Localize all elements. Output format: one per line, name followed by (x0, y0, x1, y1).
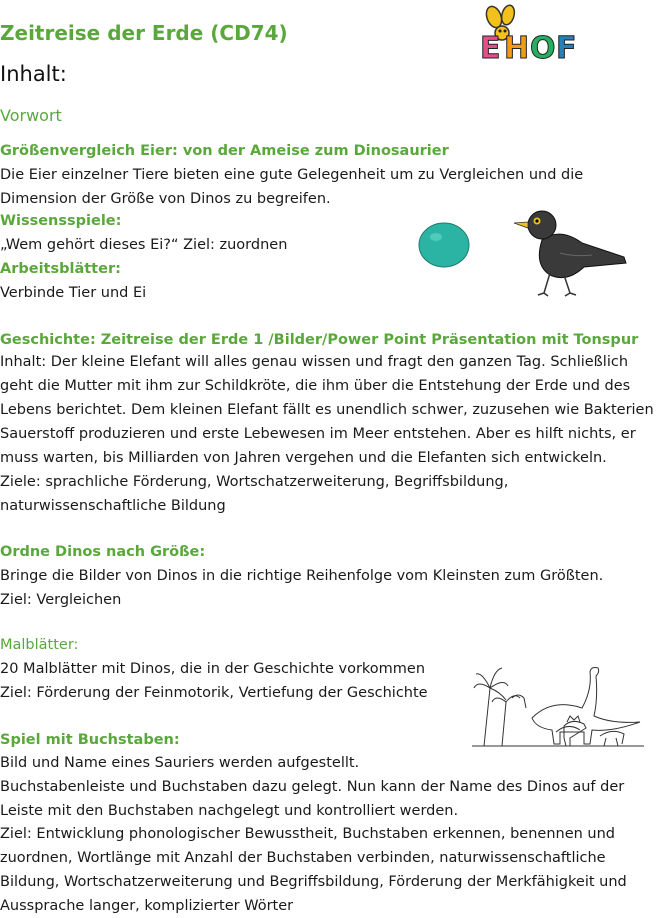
document-title: Zeitreise der Erde (CD74) (0, 21, 288, 45)
story-heading: Geschichte: Zeitreise der Erde 1 /Bilder/Power Point Präsentation mit Tonspur (0, 332, 639, 348)
text-line: Bringe die Bilder von Dinos in die richtige Reihenfolge vom Kleinsten zum Größten. (0, 568, 604, 584)
svg-text:E: E (480, 31, 501, 65)
contents-heading: Inhalt: (0, 62, 67, 86)
text-line: Ziele: sprachliche Förderung, Wortschatzerweiterung, Begriffsbildung, (0, 474, 509, 490)
text-line: Inhalt: Der kleine Elefant will alles genau wissen und fragt den ganzen Tag. Schließlich (0, 354, 629, 370)
text-line: Bildung, Wortschatzerweiterung und Begriffsbildung, Förderung der Merkfähigkeit und (0, 874, 627, 890)
dinosaur-sketch-image (472, 658, 644, 750)
worksheets-heading: Arbeitsblätter: (0, 261, 121, 277)
egg-comparison-heading: Größenvergleich Eier: von der Ameise zum Dinosaurier (0, 143, 449, 159)
text-line: muss warten, bis Milliarden von Jahren vergehen und die Elefanten sich entwickeln. (0, 450, 607, 466)
svg-text:O: O (530, 31, 556, 65)
coloring-pages-heading: Malblätter: (0, 637, 79, 653)
text-line: Lebens berichtet. Dem kleinen Elefant fällt es unendlich schwer, zuzusehen wie Bakterien (0, 402, 654, 418)
text-line: Bild und Name eines Sauriers werden aufgestellt. (0, 755, 360, 771)
text-line: Leiste mit den Buchstaben nachgelegt und kontrolliert werden. (0, 803, 459, 819)
blackbird-image (512, 205, 630, 297)
text-line: Ziel: Förderung der Feinmotorik, Vertiefung der Geschichte (0, 685, 428, 701)
text-line: Buchstabenleiste und Buchstaben dazu gelegt. Nun kann der Name des Dinos auf der (0, 779, 625, 795)
text-line: Dimension der Größe von Dinos zu begreifen. (0, 191, 331, 207)
ehof-logo (476, 3, 586, 65)
text-line: Aussprache langer, komplizierter Wörter (0, 898, 294, 914)
text-line: Sauerstoff produzieren und erste Lebewesen im Meer entstehen. Aber es hilft nichts, er (0, 426, 636, 442)
text-line: Die Eier einzelner Tiere bieten eine gute Gelegenheit um zu Vergleichen und die (0, 167, 584, 183)
text-line: geht die Mutter mit ihm zur Schildkröte, die ihm über die Entstehung der Erde und des (0, 378, 631, 394)
text-line: zuordnen, Wortlänge mit Anzahl der Buchstaben verbinden, naturwissenschaftliche (0, 850, 606, 866)
text-line: naturwissenschaftliche Bildung (0, 498, 226, 514)
text-line: 20 Malblätter mit Dinos, die in der Geschichte vorkommen (0, 661, 426, 677)
order-dinos-heading: Ordne Dinos nach Größe: (0, 544, 206, 560)
text-line: Ziel: Entwicklung phonologischer Bewusstheit, Buchstaben erkennen, benennen und (0, 826, 616, 842)
knowledge-games-heading: Wissensspiele: (0, 213, 122, 229)
svg-text:F: F (556, 31, 577, 65)
text-line: „Wem gehört dieses Ei?“ Ziel: zuordnen (0, 237, 288, 253)
text-line: Verbinde Tier und Ei (0, 285, 147, 301)
preface-heading: Vorwort (0, 106, 62, 125)
text-line: Ziel: Vergleichen (0, 592, 122, 608)
egg-image (418, 221, 470, 269)
letter-game-heading: Spiel mit Buchstaben: (0, 732, 180, 748)
svg-text:H: H (504, 31, 530, 65)
